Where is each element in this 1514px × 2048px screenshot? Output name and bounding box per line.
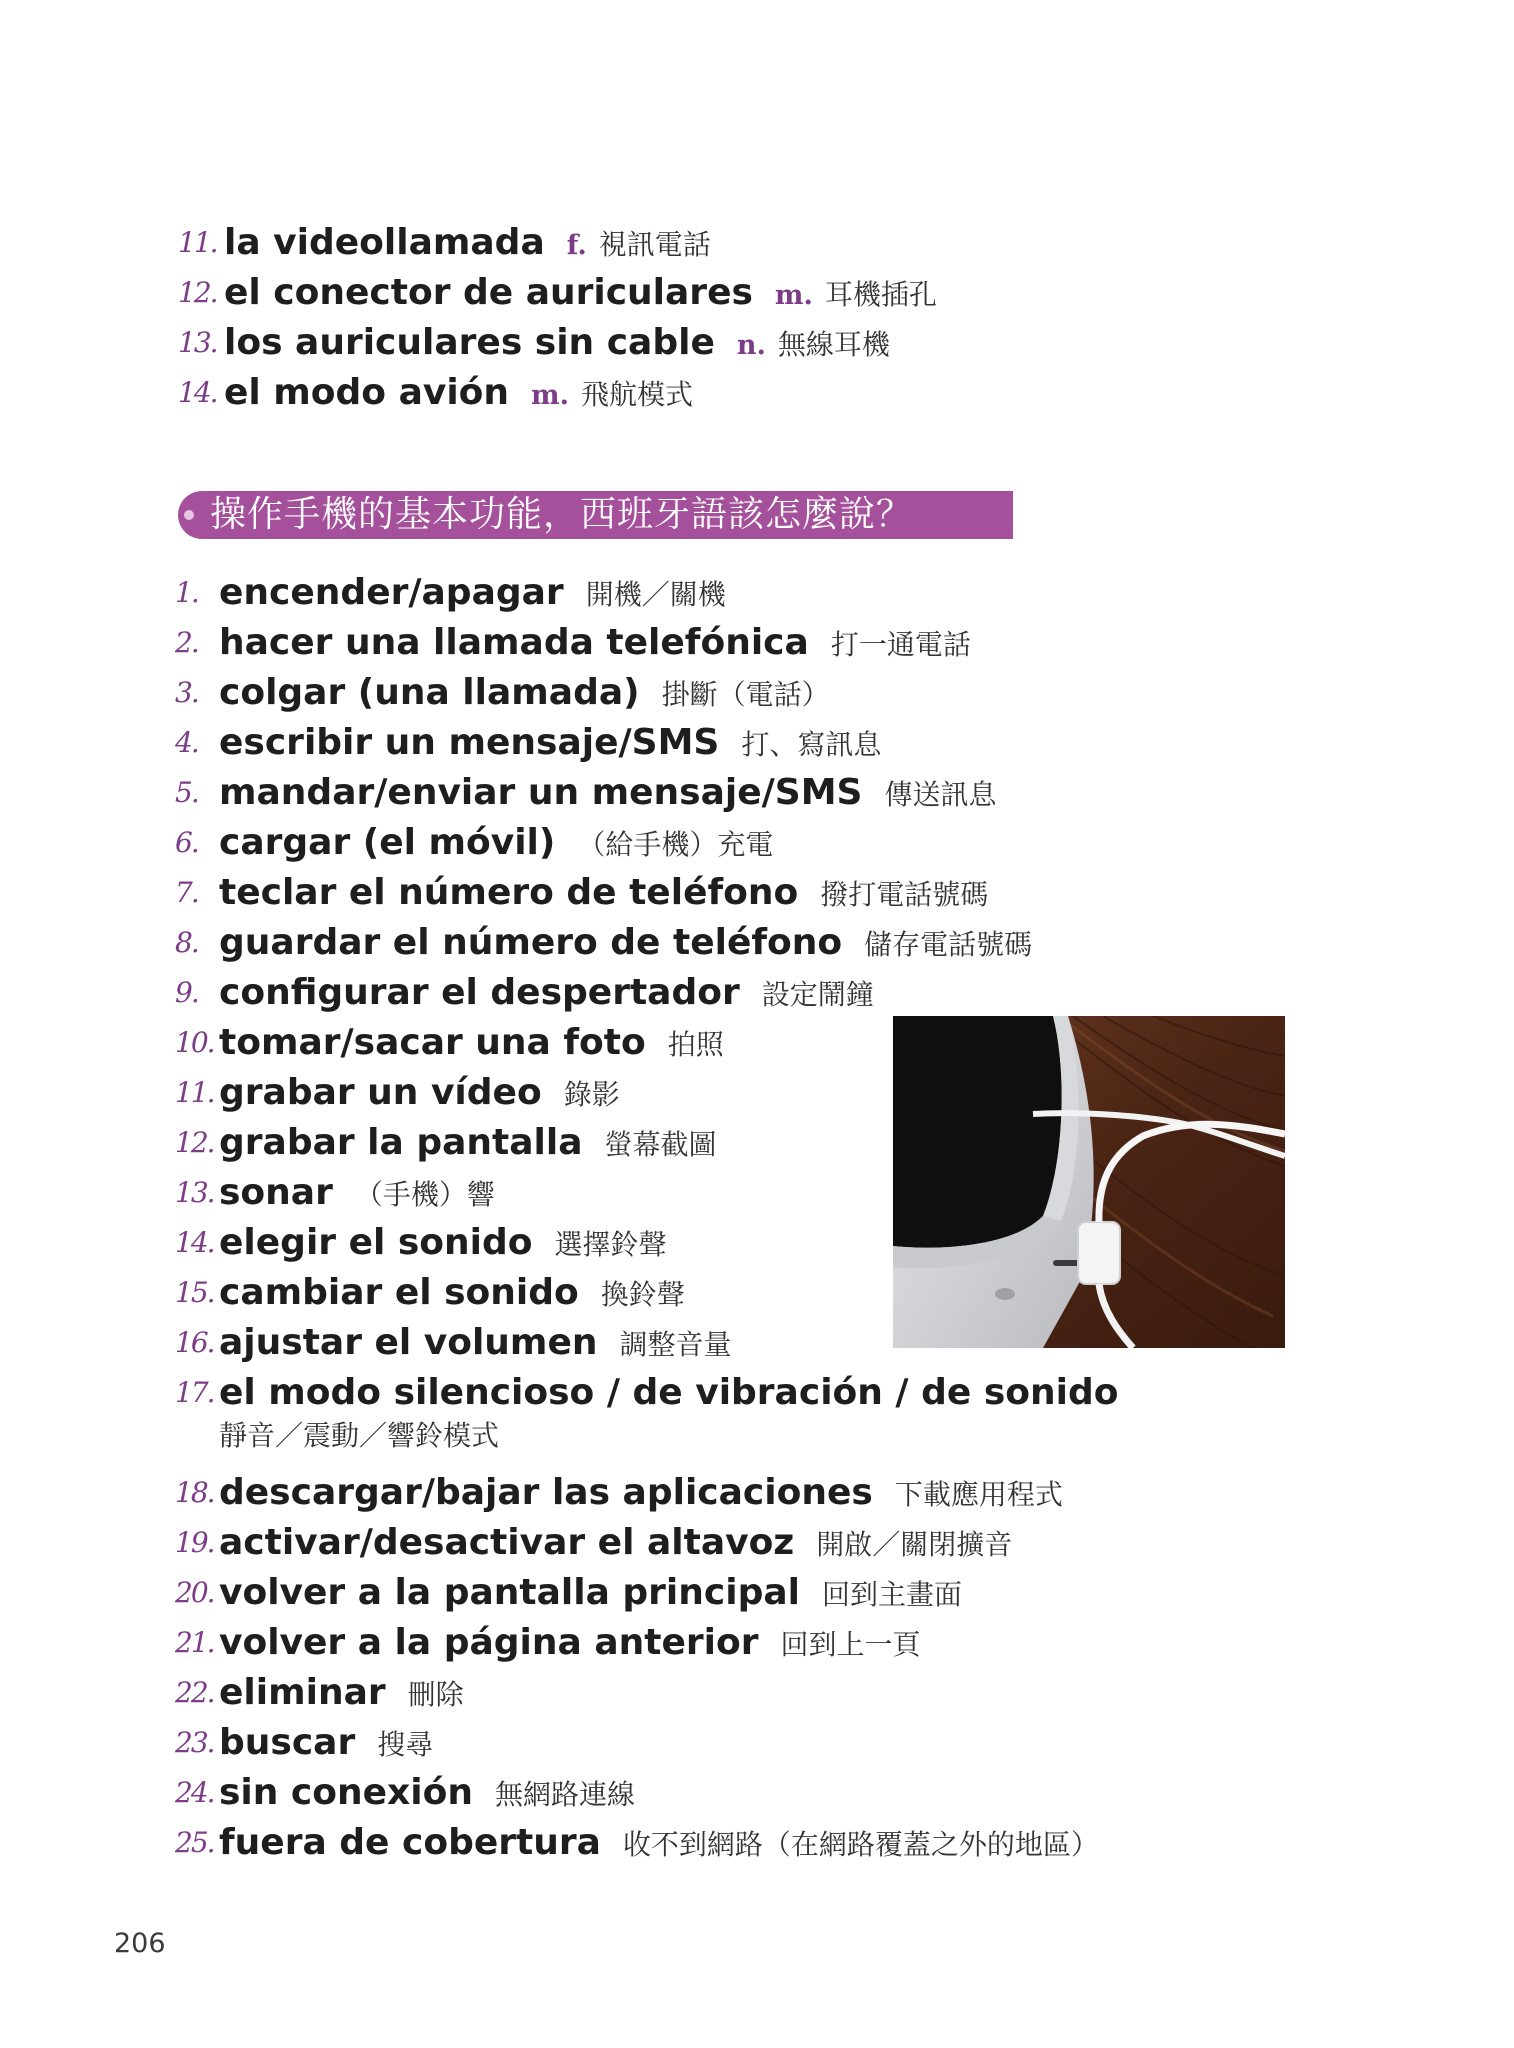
item-number: 19.	[175, 1526, 214, 1559]
item-number: 3.	[175, 676, 198, 709]
spanish-term: volver a la página anterior	[219, 1622, 759, 1663]
item-number: 11.	[178, 226, 217, 259]
spanish-term: colgar (una llamada)	[219, 672, 640, 713]
item-number: 22.	[175, 1676, 214, 1709]
spanish-term: activar/desactivar el altavoz	[219, 1522, 795, 1563]
chinese-term: 螢幕截圖	[604, 1128, 717, 1161]
chinese-term: 拍照	[667, 1028, 724, 1061]
chinese-term: 回到主畫面	[821, 1578, 962, 1611]
chinese-term: 靜音／震動／響鈴模式	[219, 1419, 500, 1452]
item-number: 12.	[175, 1126, 214, 1159]
item-number: 13.	[175, 1176, 214, 1209]
grammar-tag: f.	[566, 230, 587, 261]
grammar-tag: m.	[774, 280, 813, 311]
chinese-term: 打、寫訊息	[741, 728, 882, 761]
chinese-term: 耳機插孔	[824, 278, 937, 311]
spanish-term: eliminar	[219, 1672, 386, 1713]
item-number: 4.	[175, 726, 198, 759]
item-number: 14.	[178, 376, 217, 409]
spanish-term: cambiar el sonido	[219, 1272, 579, 1313]
phone-charging-photo	[893, 1016, 1285, 1348]
chinese-term: 撥打電話號碼	[820, 878, 989, 911]
item-number: 21.	[175, 1626, 214, 1659]
section-title: 操作手機的基本功能，西班牙語該怎麼說？	[210, 494, 914, 535]
chinese-term: 刪除	[407, 1678, 464, 1711]
item-number: 17.	[175, 1376, 214, 1409]
spanish-term: sin conexión	[219, 1772, 473, 1813]
item-number: 13.	[178, 326, 217, 359]
chinese-term: 掛斷（電話）	[661, 678, 830, 711]
spanish-term: el modo silencioso / de vibración / de sonido	[219, 1372, 1119, 1413]
bullet-dot	[184, 510, 194, 520]
chinese-term: （給手機）充電	[577, 828, 774, 861]
chinese-term: 無網路連線	[494, 1778, 635, 1811]
spanish-term: fuera de cobertura	[219, 1822, 601, 1863]
item-number: 10.	[175, 1026, 214, 1059]
item-number: 16.	[175, 1326, 214, 1359]
spanish-term: cargar (el móvil)	[219, 822, 556, 863]
spanish-term: encender/apagar	[219, 572, 564, 613]
spanish-term: volver a la pantalla principal	[219, 1572, 800, 1613]
chinese-term: 開機／關機	[585, 578, 726, 611]
item-number: 12.	[178, 276, 217, 309]
chinese-term: 收不到網路（在網路覆蓋之外的地區）	[622, 1828, 1099, 1861]
item-number: 20.	[175, 1576, 214, 1609]
spanish-term: el conector de auriculares	[224, 272, 753, 313]
item-number: 15.	[175, 1276, 214, 1309]
grammar-tag: m.	[531, 380, 569, 411]
item-number: 14.	[175, 1226, 214, 1259]
chinese-term: 儲存電話號碼	[864, 928, 1033, 961]
chinese-term: 開啟／關閉擴音	[816, 1528, 1013, 1561]
chinese-term: 飛航模式	[581, 378, 694, 411]
chinese-term: 換鈴聲	[600, 1278, 685, 1311]
chinese-term: 調整音量	[619, 1328, 732, 1361]
chinese-term: 打一通電話	[830, 628, 971, 661]
spanish-term: el modo avión	[224, 372, 510, 413]
spanish-term: hacer una llamada telefónica	[219, 622, 809, 663]
spanish-term: tomar/sacar una foto	[219, 1022, 646, 1063]
item-number: 8.	[175, 926, 198, 959]
chinese-term: 搜尋	[377, 1728, 434, 1761]
chinese-term: 設定鬧鐘	[761, 978, 874, 1011]
section-banner	[178, 491, 1013, 539]
grammar-tag: n.	[736, 330, 766, 361]
spanish-term: descargar/bajar las aplicaciones	[219, 1472, 873, 1513]
chinese-term: 選擇鈴聲	[554, 1228, 667, 1261]
spanish-term: teclar el número de teléfono	[219, 872, 799, 913]
item-number: 25.	[175, 1826, 214, 1859]
spanish-term: mandar/enviar un mensaje/SMS	[219, 772, 863, 813]
chinese-term: 視訊電話	[598, 228, 711, 261]
item-number: 1.	[175, 576, 198, 609]
item-number: 7.	[175, 876, 198, 909]
page-number: 206	[114, 1928, 166, 1959]
item-number: 23.	[175, 1726, 214, 1759]
spanish-term: ajustar el volumen	[219, 1322, 598, 1363]
spanish-term: guardar el número de teléfono	[219, 922, 843, 963]
spanish-term: configurar el despertador	[219, 972, 740, 1013]
chinese-term: 無線耳機	[777, 328, 890, 361]
spanish-term: la videollamada	[224, 222, 545, 263]
item-number: 11.	[175, 1076, 214, 1109]
spanish-term: los auriculares sin cable	[224, 322, 715, 363]
item-number: 24.	[175, 1776, 214, 1809]
spanish-term: grabar la pantalla	[219, 1122, 583, 1163]
item-number: 6.	[175, 826, 198, 859]
item-number: 9.	[175, 976, 198, 1009]
spanish-term: buscar	[219, 1722, 356, 1763]
spanish-term: sonar	[219, 1172, 333, 1213]
chinese-term: 下載應用程式	[894, 1478, 1063, 1511]
spanish-term: elegir el sonido	[219, 1222, 533, 1263]
chinese-term: 傳送訊息	[884, 778, 997, 811]
item-number: 5.	[175, 776, 198, 809]
item-number: 2.	[175, 626, 198, 659]
chinese-term: （手機）響	[354, 1178, 495, 1211]
chinese-term: 回到上一頁	[780, 1628, 921, 1661]
item-number: 18.	[175, 1476, 214, 1509]
chinese-term: 錄影	[563, 1078, 620, 1111]
spanish-term: escribir un mensaje/SMS	[219, 722, 720, 763]
spanish-term: grabar un vídeo	[219, 1072, 542, 1113]
